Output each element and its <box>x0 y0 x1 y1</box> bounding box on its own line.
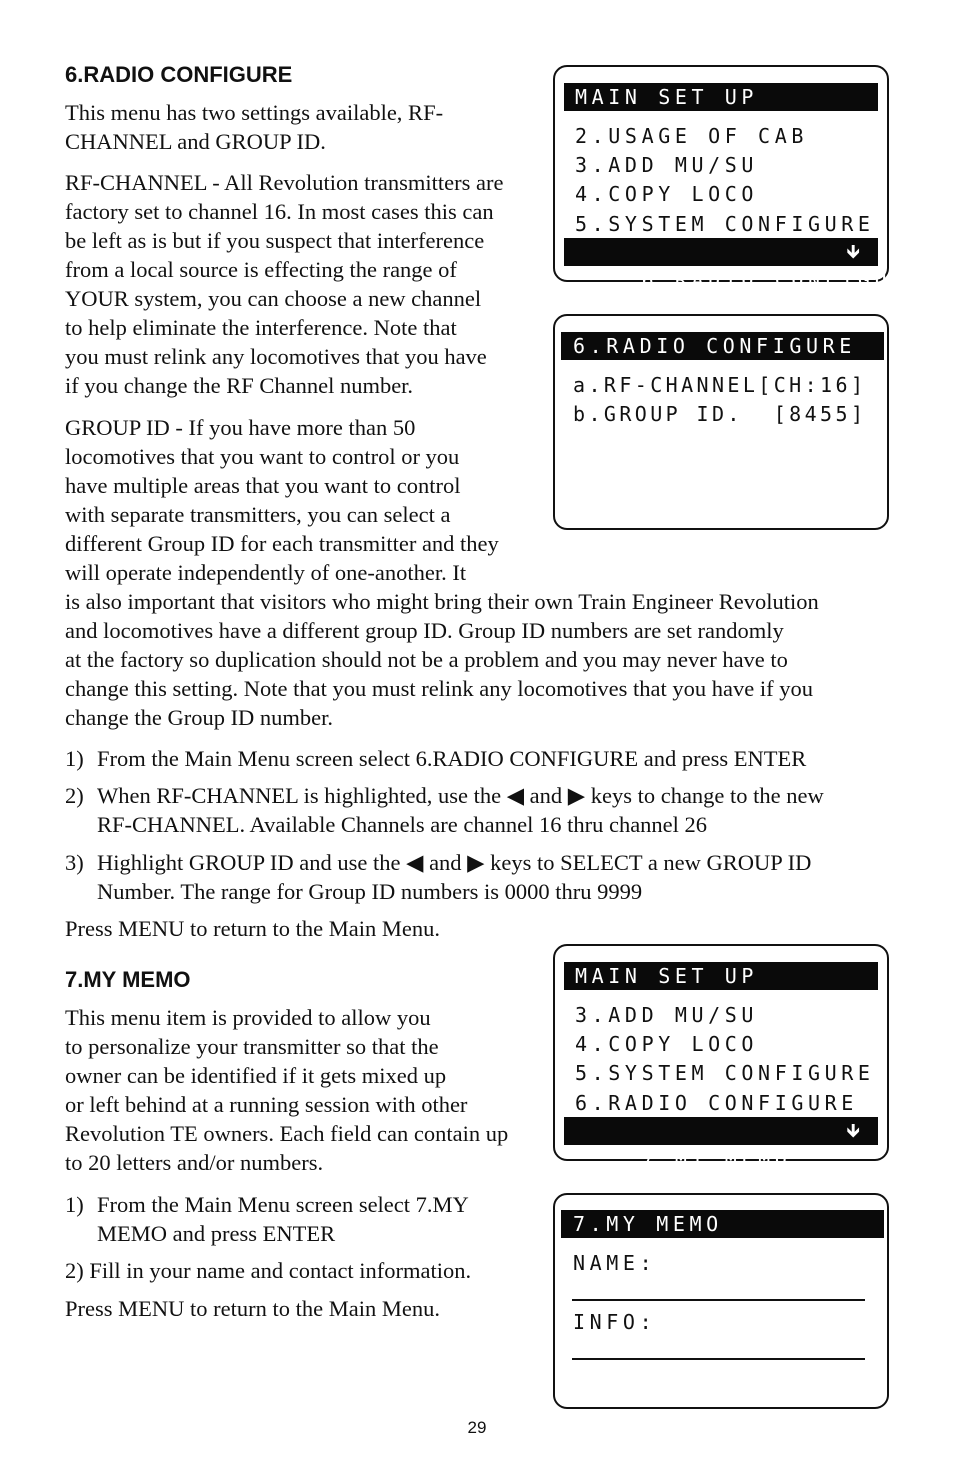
text-line: at the factory so duplication should not be a problem and you may never have to <box>65 647 788 672</box>
lcd-main-setup-screen-2 <box>553 944 889 1171</box>
text-line: be left as is but if you suspect that interference <box>65 228 485 253</box>
rf-channel-paragraph <box>65 168 545 400</box>
text-line: with separate transmitters, you can select a <box>65 502 451 527</box>
text-line: From the Main Menu screen select 7.MY <box>97 1192 469 1217</box>
text-line: will operate independently of one-another. It <box>65 560 467 585</box>
lcd-menu-item: 5.SYSTEM CONFIGURE <box>575 1061 875 1085</box>
text-line: to 20 letters and/or numbers. <box>65 1150 324 1175</box>
step-text: From the Main Menu screen select 6.RADIO CONFIGURE and press ENTER <box>97 746 807 771</box>
step-number: 2) <box>65 783 84 808</box>
lcd-my-memo-screen <box>553 1193 889 1409</box>
text-line: Highlight GROUP ID and use the ◀ and ▶ keys to SELECT a new GROUP ID <box>97 850 812 875</box>
memo-closing-text: Press MENU to return to the Main Menu. <box>65 1296 440 1321</box>
text-line: GROUP ID - If you have more than 50 <box>65 415 416 440</box>
lcd-menu-item: 4.COPY LOCO <box>575 182 759 206</box>
step-number: 3) <box>65 850 84 875</box>
text-line: RF-CHANNEL - All Revolution transmitters are <box>65 170 504 195</box>
step-number: 1) <box>65 1192 84 1217</box>
lcd-title-bar: 7.MY MEMO <box>561 1210 884 1238</box>
text-line: MEMO and press ENTER <box>97 1221 336 1246</box>
lcd-menu-item: 6.RADIO CONFIGURE <box>575 1091 858 1115</box>
lcd-title-bar: MAIN SET UP <box>564 83 878 111</box>
memo-intro-paragraph <box>65 1003 550 1177</box>
step-text <box>65 1190 543 1248</box>
lcd-menu-item: 3.ADD MU/SU <box>575 153 759 177</box>
text-line: have multiple areas that you want to control <box>65 473 461 498</box>
lcd-title-bar: MAIN SET UP <box>564 962 878 990</box>
text-line: RF-CHANNEL. Available Channels are channel 16 thru channel 26 <box>97 812 708 837</box>
section-heading-my-memo: 7.MY MEMO <box>65 967 191 992</box>
lcd-selected-label: 6.RADIO CONFIGURE <box>641 268 925 292</box>
lcd-selected-label: 7.MY MEMO <box>641 1147 792 1171</box>
text-line: to personalize your transmitter so that the <box>65 1034 439 1059</box>
text-line: locomotives that you want to control or you <box>65 444 460 469</box>
lcd-rf-channel-item: a.RF-CHANNEL[CH:16] <box>573 373 867 397</box>
text-line: This menu has two settings available, RF- <box>65 100 444 125</box>
lcd-main-setup-screen-1 <box>553 65 925 292</box>
text-line: to help eliminate the interference. Note that <box>65 315 457 340</box>
text-line: you must relink any locomotives that you have <box>65 344 487 369</box>
section-heading-radio-configure: 6.RADIO CONFIGURE <box>65 62 293 87</box>
text-line: This menu item is provided to allow you <box>65 1005 431 1030</box>
step-text <box>65 848 895 906</box>
lcd-menu-item: 4.COPY LOCO <box>575 1032 759 1056</box>
text-line: if you change the RF Channel number. <box>65 373 414 398</box>
step-2-memo: 2) Fill in your name and contact information. <box>65 1258 472 1283</box>
step-1-memo <box>65 1190 543 1248</box>
step-text <box>65 781 895 839</box>
step-3-radio <box>65 848 895 906</box>
text-line: or left behind at a running session with other <box>65 1092 468 1117</box>
radio-intro-paragraph <box>65 98 543 156</box>
text-line: YOUR system, you can choose a new channel <box>65 286 482 311</box>
step-number: 1) <box>65 746 84 771</box>
lcd-menu-item-selected <box>564 1117 878 1171</box>
text-line: CHANNEL and GROUP ID. <box>65 129 326 154</box>
text-line: When RF-CHANNEL is highlighted, use the ◀ and ▶ keys to change to the new <box>97 783 824 808</box>
text-line: factory set to channel 16. In most cases this can <box>65 199 494 224</box>
lcd-menu-item-selected <box>564 238 925 292</box>
lcd-menu-item: 5.SYSTEM CONFIGURE <box>575 212 875 236</box>
lcd-group-id-item: b.GROUP ID. [8455] <box>573 402 867 426</box>
step-1-radio <box>65 744 895 773</box>
text-line: and locomotives have a different group ID. Group ID numbers are set randomly <box>65 618 784 643</box>
text-line: different Group ID for each transmitter and they <box>65 531 499 556</box>
lcd-info-field-line <box>572 1358 865 1360</box>
down-arrow-icon: 🡻 <box>846 1120 860 1142</box>
lcd-info-label: INFO: <box>573 1310 657 1334</box>
text-line: is also important that visitors who might bring their own Train Engineer Revolution <box>65 589 819 614</box>
text-line: owner can be identified if it gets mixed up <box>65 1063 447 1088</box>
lcd-title-bar: 6.RADIO CONFIGURE <box>561 332 884 360</box>
text-line: Revolution TE owners. Each field can contain up <box>65 1121 509 1146</box>
step-2-radio <box>65 781 895 839</box>
lcd-name-label: NAME: <box>573 1251 657 1275</box>
text-line: change this setting. Note that you must relink any locomotives that you have if you <box>65 676 813 701</box>
text-line: change the Group ID number. <box>65 705 334 730</box>
radio-closing-text: Press MENU to return to the Main Menu. <box>65 916 440 941</box>
text-line: Number. The range for Group ID numbers is 0000 thru 9999 <box>97 879 643 904</box>
text-line: from a local source is effecting the range of <box>65 257 457 282</box>
lcd-menu-item: 3.ADD MU/SU <box>575 1003 759 1027</box>
page-number: 29 <box>467 1418 487 1437</box>
lcd-name-field-line <box>572 1299 865 1301</box>
lcd-radio-configure-screen <box>553 314 889 530</box>
lcd-menu-item: 2.USAGE OF CAB <box>575 124 808 148</box>
down-arrow-icon: 🡻 <box>846 241 860 263</box>
